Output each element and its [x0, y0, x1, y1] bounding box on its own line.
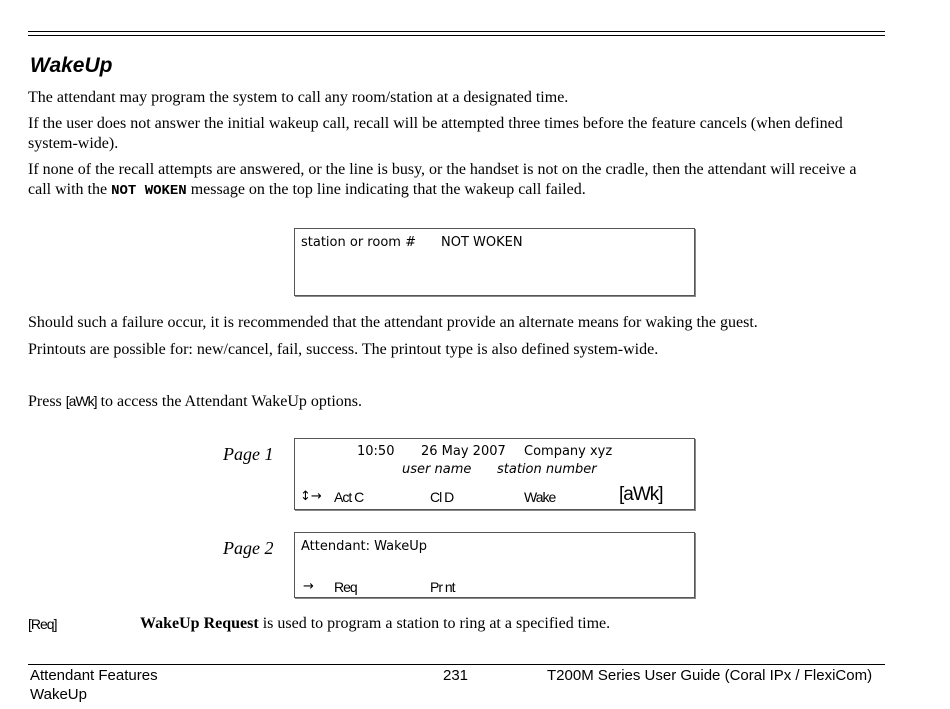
paragraph-alternate: Should such a failure occur, it is recommended that the attendant provide an alternate means for waking the guest. [28, 314, 758, 331]
display-not-woken [294, 228, 695, 296]
page2-label: Page 2 [223, 538, 274, 558]
footer-section: Attendant Features [30, 667, 158, 684]
page1-softkey-cl-d[interactable]: Cl D [430, 489, 454, 505]
paragraph-recall: If the user does not answer the initial wakeup call, recall will be attempted three times before the feature cancels (when defined system-wide). [28, 115, 843, 152]
footer-subsection: WakeUp [30, 686, 87, 703]
paragraph-intro: The attendant may program the system to call any room/station at a designated time. [28, 89, 569, 106]
page2-softkey-req[interactable]: Req [334, 579, 357, 595]
page1-scroll-arrow-icon: ↕→ [300, 489, 322, 504]
header-rule-bottom [28, 35, 885, 36]
page1-softkey-act-c[interactable]: Act C [334, 489, 364, 505]
page1-date: 26 May 2007 [421, 444, 506, 459]
display-station-label: station or room # [301, 235, 416, 250]
paragraph-printouts: Printouts are possible for: new/cancel, fail, success. The printout type is also defined system-wide. [28, 341, 659, 358]
page1-user-name: user name [402, 462, 472, 477]
page1-label: Page 1 [223, 444, 274, 464]
paragraph-failure [28, 160, 858, 201]
footer-doc-title: T200M Series User Guide (Coral IPx / FlexiCom) [547, 667, 873, 684]
page-title: WakeUp [30, 54, 113, 77]
page1-company: Company xyz [524, 444, 613, 459]
press-text-after: to access the Attendant WakeUp options. [100, 393, 363, 410]
page1-time: 10:50 [357, 444, 395, 459]
press-text-before: Press [28, 393, 62, 410]
display-page2 [294, 532, 695, 598]
header-rule-top [28, 31, 885, 32]
req-key-label: [Req] [28, 616, 57, 632]
footer-rule [28, 664, 885, 665]
page1-softkey-wake[interactable]: Wake [524, 489, 556, 505]
page2-arrow-icon: → [303, 579, 314, 594]
display-page1 [294, 438, 695, 510]
failure-text-before: If none of the recall attempts are answered, or the line is busy, or the handset is not on the cradle, then the attendant will receive a call with the [28, 161, 857, 198]
paragraph-press [28, 391, 858, 412]
page-number: 231 [443, 667, 469, 684]
display-status: NOT WOKEN [441, 235, 523, 250]
page1-awk-key[interactable]: [aWk] [619, 484, 663, 505]
page2-softkey-prnt[interactable]: Pr nt [430, 579, 455, 595]
req-term: WakeUp Request [140, 615, 259, 632]
awk-key-inline: [aWk] [65, 393, 97, 409]
failure-text-after: message on the top line indicating that the wakeup call failed. [190, 181, 586, 198]
req-description [140, 614, 860, 634]
req-desc-text: is used to program a station to ring at a specified time. [262, 615, 611, 632]
page2-header: Attendant: WakeUp [301, 539, 427, 554]
page1-station-number: station number [497, 462, 597, 477]
not-woken-code: NOT WOKEN [111, 183, 187, 199]
